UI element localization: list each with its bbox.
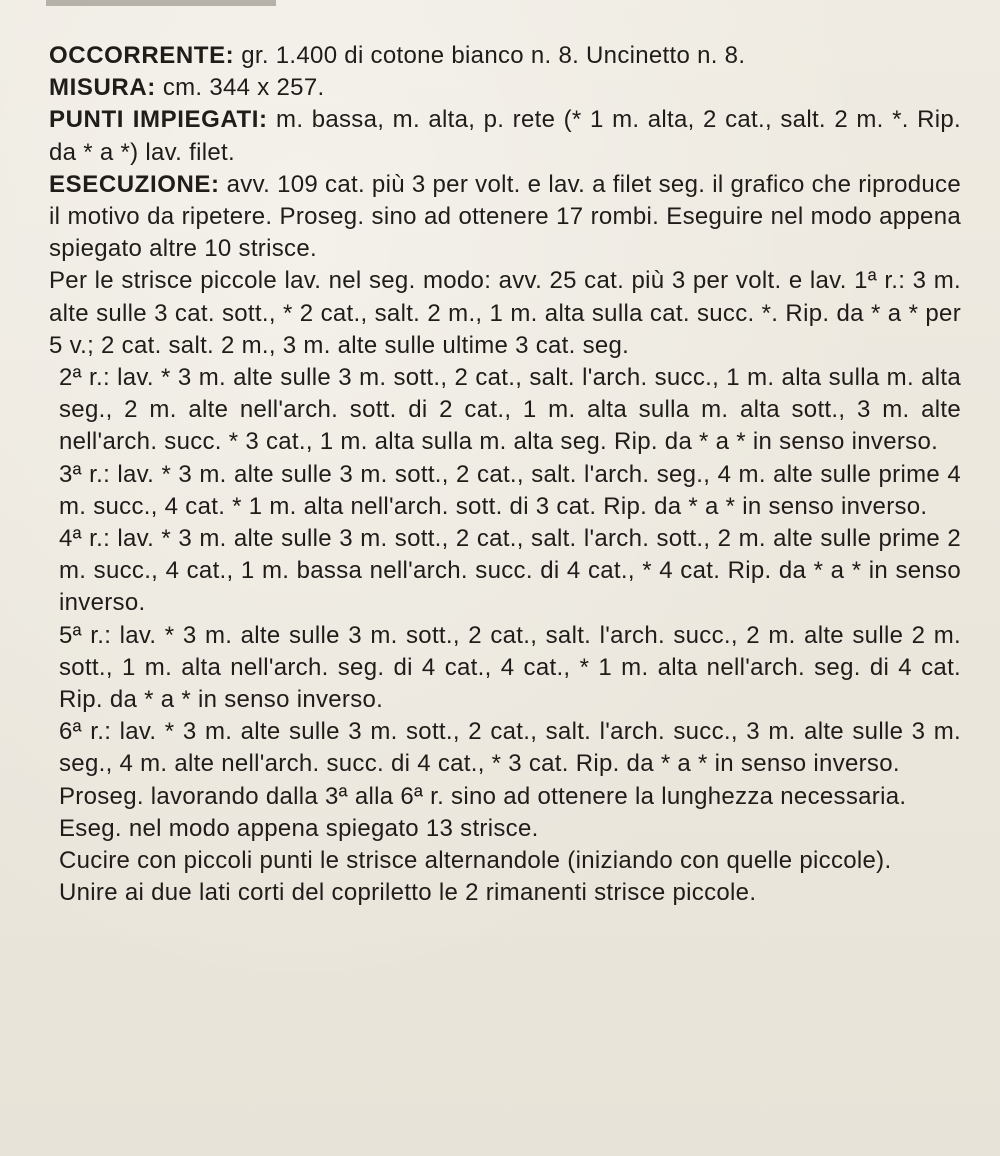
paragraph-unire: Unire ai due lati corti del copriletto le 2 rimanenti strisce piccole. [59,879,757,907]
section-occorrente [49,40,961,72]
top-divider [46,0,276,6]
instructions-text [49,40,961,909]
section-esecuzione [49,169,961,266]
paragraph-row-4: 4ª r.: lav. * 3 m. alte sulle 3 m. sott., 2 cat., salt. l'arch. sott., 2 m. alte sulle prime 2 m. succ., 4 cat., 1 m. bassa nell'arch. succ. di 4 cat., * 4 cat. Rip. da * a * in senso inverso. [59,525,961,617]
paragraph-eseguire: Eseg. nel modo appena spiegato 13 strisce. [59,814,539,842]
section-misura [49,72,961,104]
label-occorrente: OCCORRENTE: [49,42,235,69]
paragraph-row-6: 6ª r.: lav. * 3 m. alte sulle 3 m. sott., 2 cat., salt. l'arch. succ., 3 m. alte sulle 3 m. seg., 4 m. alte nell'arch. succ. di 4 cat., * 3 cat. Rip. da * a * in senso inverso. [59,718,961,778]
paragraph-row-5: 5ª r.: lav. * 3 m. alte sulle 3 m. sott., 2 cat., salt. l'arch. succ., 2 m. alte sulle 2 m. sott., 1 m. alta nell'arch. seg. di 4 cat., 4 cat., * 1 m. alta nell'arch. seg. di 4 cat. Rip. da * a * in senso inverso. [59,621,961,714]
text-esecuzione: avv. 109 cat. più 3 per volt. e lav. a filet seg. il grafico che riproduce il motivo da ripetere. Proseg. sino ad ottenere 17 rombi. Eseguire nel modo appena spiegato altre 10 strisce. [49,170,961,263]
section-punti-impiegati [49,104,961,168]
text-punti-impiegati: m. bassa, m. alta, p. rete (* 1 m. alta, 2 cat., salt. 2 m. *. Rip. da * a *) lav. filet. [49,106,961,166]
text-misura: cm. 344 x 257. [155,74,325,102]
paragraph-strisce-piccole: Per le strisce piccole lav. nel seg. modo: avv. 25 cat. più 3 per volt. e lav. 1ª r.: 3 m. alte sulle 3 cat. sott., * 2 cat., salt. 2 m., 1 m. alta sulla cat. succ. *. Rip. da * a * per 5 v.; 2 cat. salt. 2 m., 3 m. alte sulle ultime 3 cat. seg. [49,267,961,359]
paragraph-row-2: 2ª r.: lav. * 3 m. alte sulle 3 m. sott., 2 cat., salt. l'arch. succ., 1 m. alta sulla m. alta seg., 2 m. alte nell'arch. sott. di 2 cat., 1 m. alta sulla m. alta sott., 3 m. alte nell'arch. succ. * 3 cat., 1 m. alta sulla m. alta seg. Rip. da * a * in senso inverso. [59,364,961,456]
label-misura: MISURA: [49,74,156,102]
paragraph-proseguire: Proseg. lavorando dalla 3ª alla 6ª r. sino ad ottenere la lunghezza necessaria. [59,782,907,810]
paragraph-row-3: 3ª r.: lav. * 3 m. alte sulle 3 m. sott., 2 cat., salt. l'arch. seg., 4 m. alte sulle prime 4 m. succ., 4 cat. * 1 m. alta nell'arch. sott. di 3 cat. Rip. da * a * in senso inverso. [59,460,961,520]
label-punti-impiegati: PUNTI IMPIEGATI: [49,106,268,134]
paragraph-cucire: Cucire con piccoli punti le strisce alternandole (iniziando con quelle piccole). [59,847,892,875]
label-esecuzione: ESECUZIONE: [49,170,220,198]
text-occorrente: gr. 1.400 di cotone bianco n. 8. Uncinetto n. 8. [234,42,746,69]
